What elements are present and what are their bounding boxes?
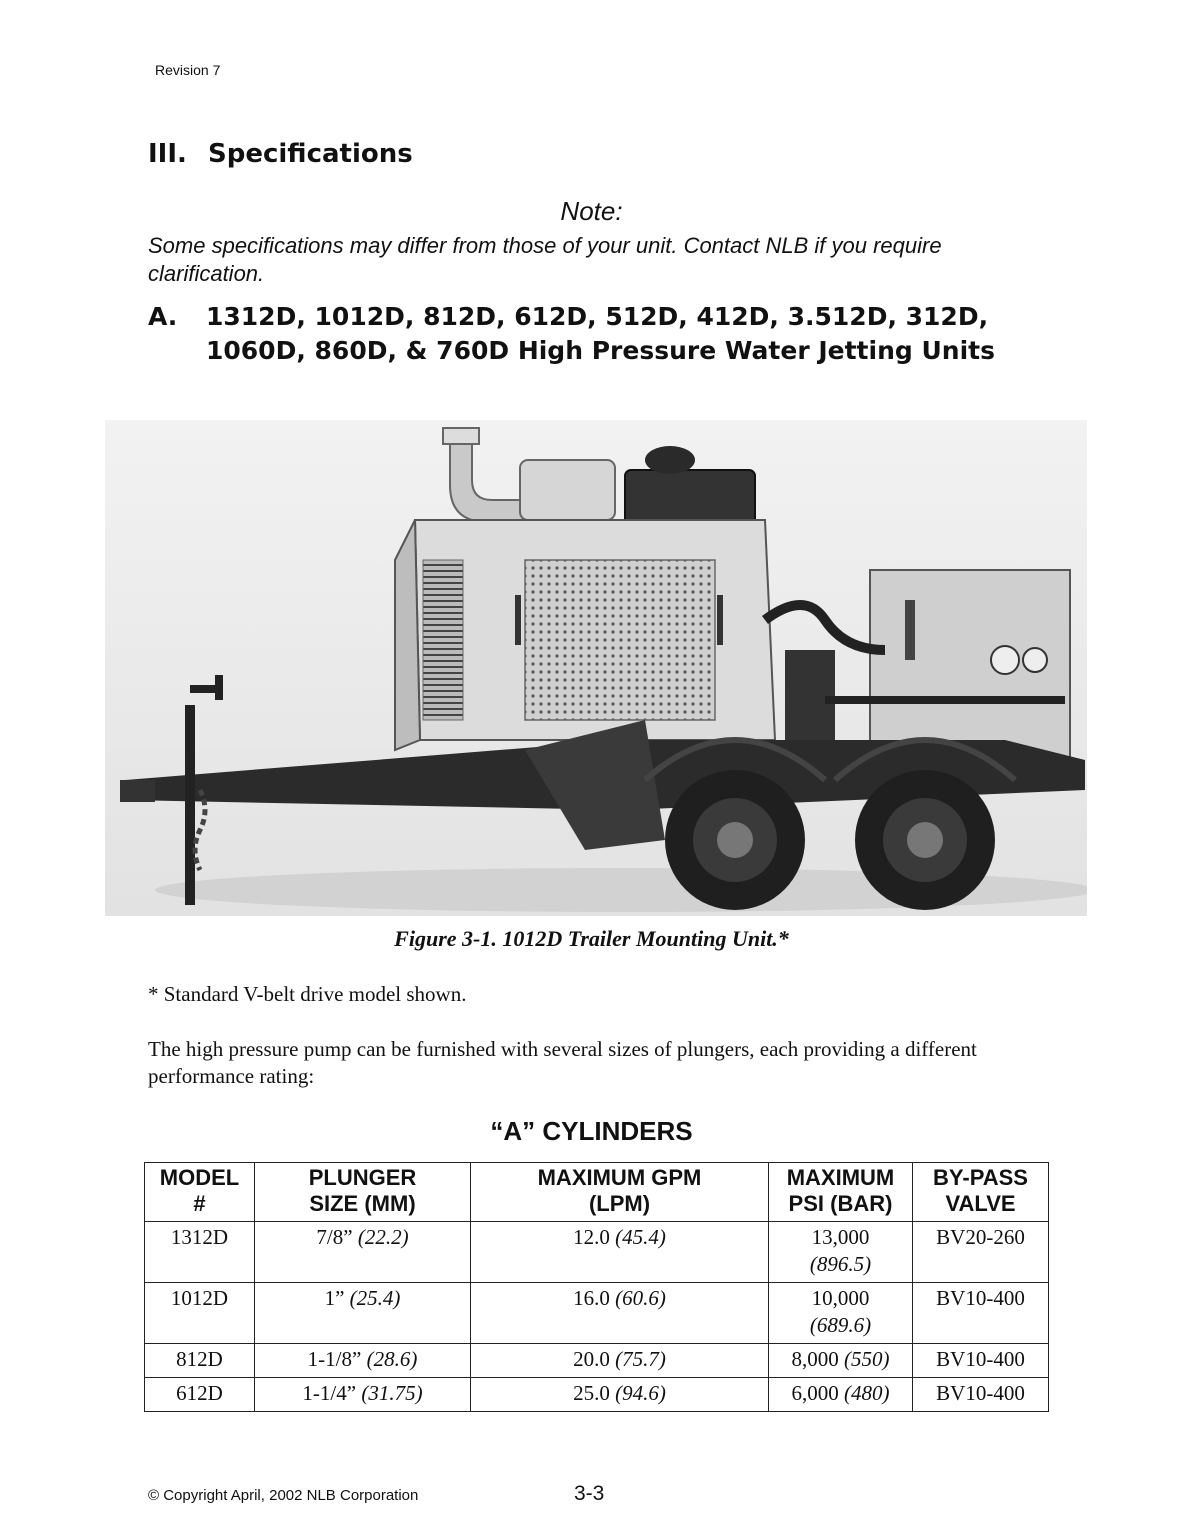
page-number: 3-3 (574, 1482, 605, 1505)
header-model: MODEL # (145, 1163, 255, 1222)
cell-psi: 6,000 (480) (769, 1378, 913, 1412)
table-header-row (145, 1163, 1049, 1222)
cylinder-spec-table (144, 1162, 1049, 1412)
cell-model: 812D (145, 1344, 255, 1378)
header-valve: BY-PASS VALVE (913, 1163, 1049, 1222)
note-body: Some specifications may differ from those of your unit. Contact NLB if you require clarification. (148, 233, 942, 286)
trailer-unit-photo (105, 420, 1087, 916)
subsection-title: 1312D, 1012D, 812D, 612D, 512D, 412D, 3.512D, 312D, 1060D, 860D, & 760D High Pressure Water Jetting Units (206, 302, 995, 365)
cell-plunger: 1” (25.4) (255, 1283, 471, 1344)
cell-valve: BV20-260 (913, 1222, 1049, 1283)
section-heading (148, 139, 413, 169)
cell-gpm: 25.0 (94.6) (471, 1378, 769, 1412)
section-title: Specifications (208, 139, 413, 169)
cell-psi: 13,000 (896.5) (769, 1222, 913, 1283)
wheel-right (855, 770, 995, 910)
header-psi: MAXIMUM PSI (BAR) (769, 1163, 913, 1222)
note-title: Note: (560, 196, 623, 226)
cell-model: 1312D (145, 1222, 255, 1283)
cell-valve: BV10-400 (913, 1344, 1049, 1378)
cell-plunger: 1-1/8” (28.6) (255, 1344, 471, 1378)
cell-plunger: 1-1/4” (31.75) (255, 1378, 471, 1412)
body-paragraph: The high pressure pump can be furnished with several sizes of plungers, each providing a different performance rating: (148, 1037, 977, 1088)
cell-model: 612D (145, 1378, 255, 1412)
table-row (145, 1344, 1049, 1378)
cell-valve: BV10-400 (913, 1378, 1049, 1412)
cell-plunger: 7/8” (22.2) (255, 1222, 471, 1283)
cell-gpm: 20.0 (75.7) (471, 1344, 769, 1378)
figure-caption: Figure 3-1. 1012D Trailer Mounting Unit.* (394, 926, 789, 951)
header-gpm: MAXIMUM GPM (LPM) (471, 1163, 769, 1222)
subsection-letter: A. (148, 302, 178, 331)
footer-copyright: © Copyright April, 2002 NLB Corporation (148, 1487, 419, 1504)
cell-valve: BV10-400 (913, 1283, 1049, 1344)
section-number: III. (148, 139, 187, 169)
cell-model: 1012D (145, 1283, 255, 1344)
revision-label: Revision 7 (155, 62, 221, 78)
cell-psi: 8,000 (550) (769, 1344, 913, 1378)
footnote: * Standard V-belt drive model shown. (148, 982, 467, 1006)
cell-gpm: 12.0 (45.4) (471, 1222, 769, 1283)
subsection-heading (148, 300, 1048, 368)
table-row (145, 1378, 1049, 1412)
wheel-left (665, 770, 805, 910)
table-row (145, 1283, 1049, 1344)
cell-psi: 10,000 (689.6) (769, 1283, 913, 1344)
table-row (145, 1222, 1049, 1283)
header-plunger: PLUNGER SIZE (MM) (255, 1163, 471, 1222)
table-title: “A” CYLINDERS (490, 1116, 693, 1146)
cell-gpm: 16.0 (60.6) (471, 1283, 769, 1344)
